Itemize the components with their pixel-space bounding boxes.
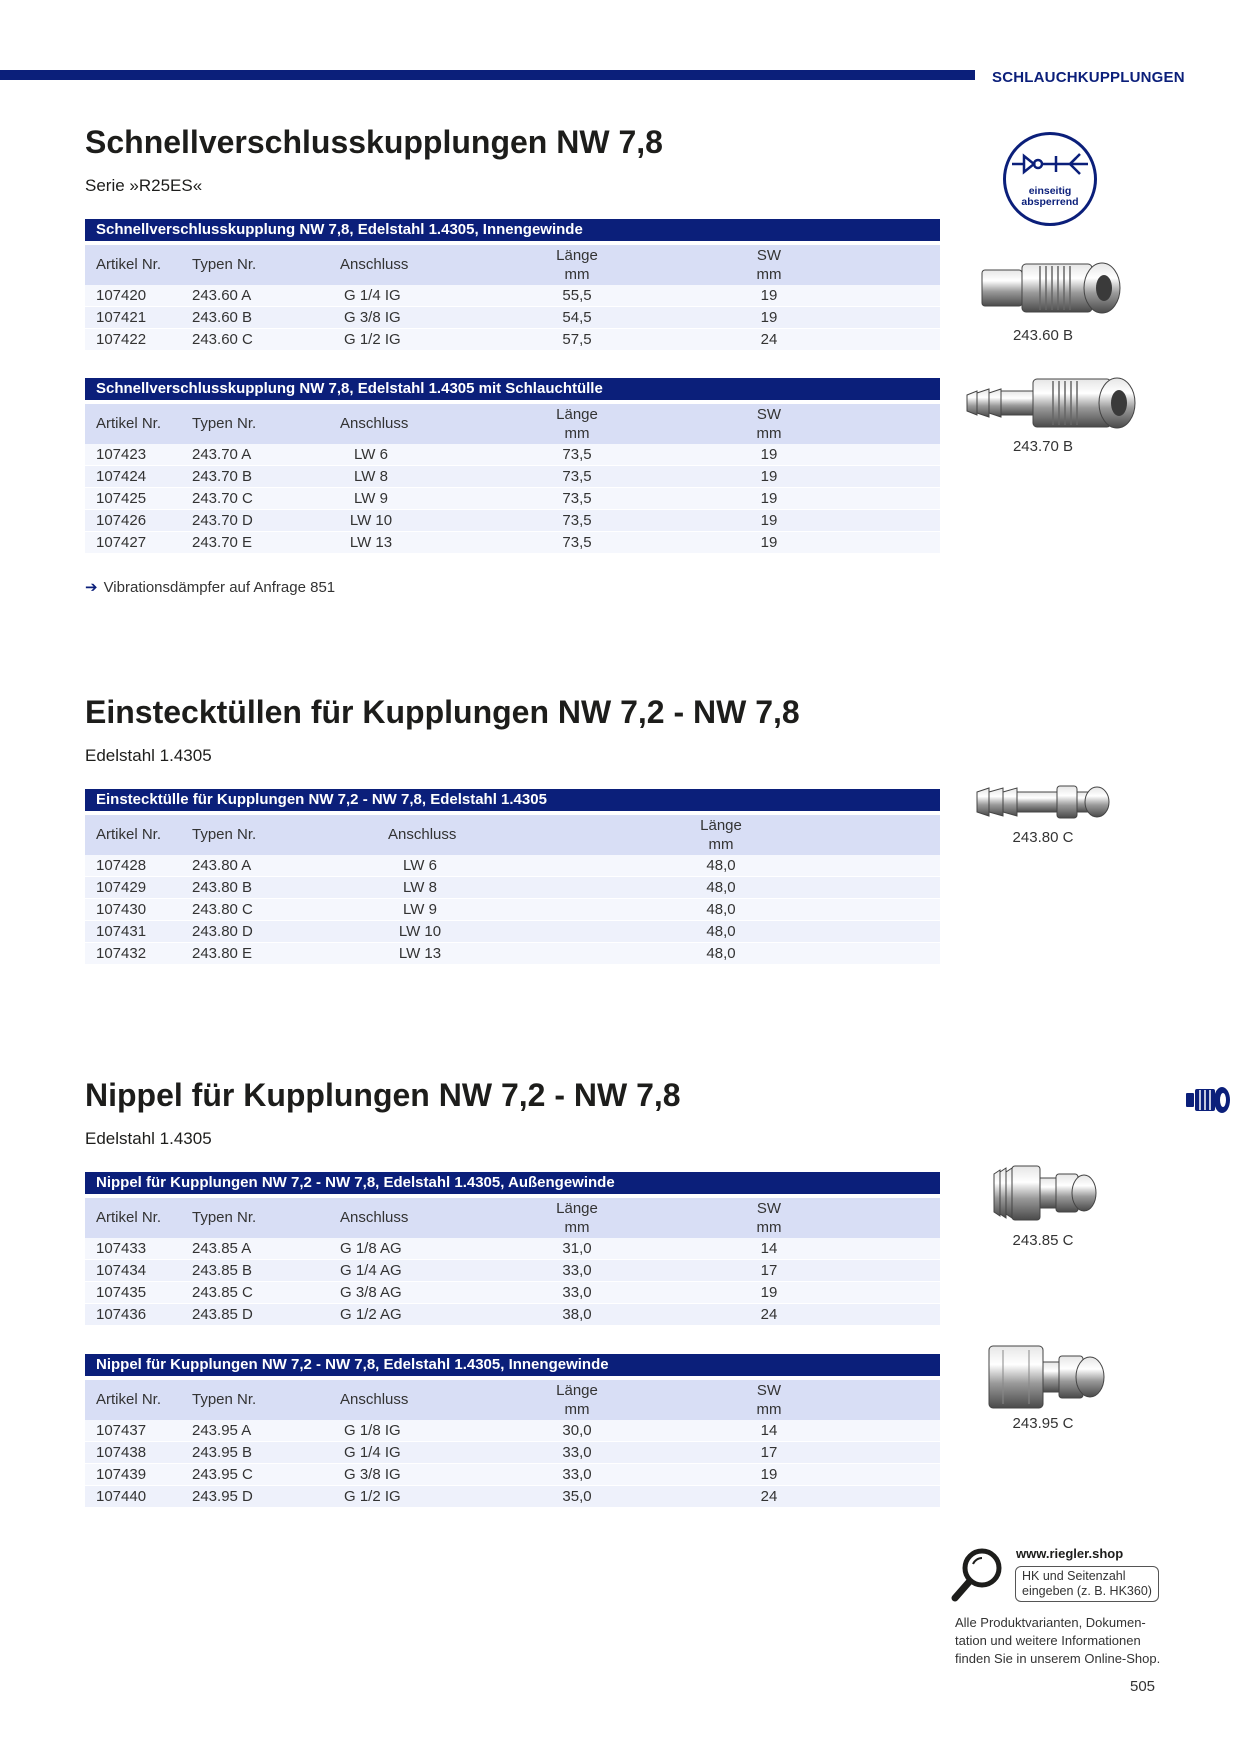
shop-url[interactable]: www.riegler.shop (1016, 1546, 1124, 1561)
table-header (85, 245, 940, 285)
col-sw-unit: mm (756, 1219, 782, 1236)
table-row: 107437 243.95 A G 1/8 IG 30,0 14 (85, 1420, 940, 1442)
col-artikel: Artikel Nr. (96, 256, 162, 273)
magnifier-icon (949, 1546, 1005, 1604)
table-header (85, 1198, 940, 1238)
shop-hint-box (1015, 1566, 1159, 1602)
col-anschluss: Anschluss (340, 1391, 409, 1408)
col-sw: SW (756, 406, 782, 423)
section-subtitle-1: Serie »R25ES« (85, 176, 203, 195)
col-laenge-unit: mm (564, 1401, 590, 1418)
table-row: 107428 243.80 A LW 6 48,0 (85, 855, 940, 877)
col-typen: Typen Nr. (192, 256, 257, 273)
table-plugs (85, 789, 940, 965)
table-row: 107430 243.80 C LW 9 48,0 (85, 899, 940, 921)
col-anschluss: Anschluss (340, 256, 409, 273)
col-laenge-unit: mm (564, 425, 590, 442)
col-laenge: Länge (556, 406, 598, 423)
col-artikel: Artikel Nr. (96, 1209, 162, 1226)
table-caption: Nippel für Kupplungen NW 7,2 - NW 7,8, Edelstahl 1.4305, Innengewinde (85, 1354, 940, 1376)
col-laenge: Länge (556, 247, 598, 264)
table-row: 107426 243.70 D LW 10 73,5 19 (85, 510, 940, 532)
plug-hose-barb-image (975, 782, 1115, 822)
coupling-tab-icon (1186, 1085, 1232, 1115)
table-couplings-female-thread (85, 219, 940, 351)
table-row: 107421 243.60 B G 3/8 IG 54,5 19 (85, 307, 940, 329)
badge-line1: einseitig (1028, 185, 1072, 197)
col-sw-unit: mm (756, 266, 782, 283)
section-subtitle-3: Edelstahl 1.4305 (85, 1129, 212, 1148)
col-artikel: Artikel Nr. (96, 826, 162, 843)
table-row: 107429 243.80 B LW 8 48,0 (85, 877, 940, 899)
product-caption: 243.85 C (1012, 1232, 1074, 1249)
product-caption: 243.95 C (1012, 1415, 1074, 1432)
col-laenge: Länge (556, 1382, 598, 1399)
table-row: 107425 243.70 C LW 9 73,5 19 (85, 488, 940, 510)
section-title-3: Nippel für Kupplungen NW 7,2 - NW 7,8 (85, 1077, 681, 1113)
table-nipples-female-thread (85, 1354, 940, 1508)
one-way-shutoff-badge (1003, 132, 1097, 226)
col-anschluss: Anschluss (340, 1209, 409, 1226)
note-text: Vibrationsdämpfer auf Anfrage 851 (103, 579, 336, 596)
col-laenge-unit: mm (708, 836, 734, 853)
product-caption: 243.80 C (1012, 829, 1074, 846)
arrow-right-icon: ➔ (85, 579, 98, 596)
badge-line2: absperrend (1021, 196, 1079, 208)
table-row: 107423 243.70 A LW 6 73,5 19 (85, 444, 940, 466)
page-number: 505 (1130, 1678, 1156, 1695)
table-body (85, 285, 940, 351)
table-row: 107432 243.80 E LW 13 48,0 (85, 943, 940, 965)
table-nipples-male-thread (85, 1172, 940, 1326)
table-couplings-hose-barb (85, 378, 940, 554)
table-body (85, 855, 940, 965)
table-row: 107436 243.85 D G 1/2 AG 38,0 24 (85, 1304, 940, 1326)
table-row: 107433 243.85 A G 1/8 AG 31,0 14 (85, 1238, 940, 1260)
nipple-male-thread-image (990, 1162, 1100, 1224)
col-sw-unit: mm (756, 1401, 782, 1418)
col-typen: Typen Nr. (192, 1209, 257, 1226)
table-caption: Nippel für Kupplungen NW 7,2 - NW 7,8, Edelstahl 1.4305, Außengewinde (85, 1172, 940, 1194)
section-title-1: Schnellverschlusskupplungen NW 7,8 (85, 124, 663, 160)
table-header (85, 404, 940, 444)
shutoff-symbol-icon (1010, 149, 1090, 179)
product-caption: 243.60 B (1012, 327, 1074, 344)
coupling-female-thread-image (980, 258, 1125, 318)
col-typen: Typen Nr. (192, 826, 257, 843)
col-anschluss: Anschluss (340, 415, 409, 432)
table-body (85, 444, 940, 554)
table-caption: Schnellverschlusskupplung NW 7,8, Edelstahl 1.4305 mit Schlauchtülle (85, 378, 940, 400)
table-row: 107420 243.60 A G 1/4 IG 55,5 19 (85, 285, 940, 307)
note (85, 578, 335, 596)
table-row: 107434 243.85 B G 1/4 AG 33,0 17 (85, 1260, 940, 1282)
col-typen: Typen Nr. (192, 415, 257, 432)
table-row: 107440 243.95 D G 1/2 IG 35,0 24 (85, 1486, 940, 1508)
col-laenge-unit: mm (564, 266, 590, 283)
product-caption: 243.70 B (1012, 438, 1074, 455)
col-sw-unit: mm (756, 425, 782, 442)
coupling-hose-barb-image (965, 373, 1140, 433)
table-caption: Einstecktülle für Kupplungen NW 7,2 - NW 7,8, Edelstahl 1.4305 (85, 789, 940, 811)
top-rule (0, 70, 975, 80)
col-artikel: Artikel Nr. (96, 1391, 162, 1408)
col-sw: SW (756, 1382, 782, 1399)
col-typen: Typen Nr. (192, 1391, 257, 1408)
table-header (85, 1380, 940, 1420)
col-sw: SW (756, 247, 782, 264)
col-laenge-unit: mm (564, 1219, 590, 1236)
shop-hint-line2: eingeben (z. B. HK360) (1022, 1584, 1152, 1598)
table-header (85, 815, 940, 855)
col-sw: SW (756, 1200, 782, 1217)
shop-info-text: Alle Produktvarianten, Dokumen- tation und weitere Informationen finden Sie in unserem Online-Shop. (955, 1615, 1161, 1666)
nipple-female-thread-image (985, 1342, 1110, 1412)
table-body (85, 1420, 940, 1508)
table-caption: Schnellverschlusskupplung NW 7,8, Edelstahl 1.4305, Innengewinde (85, 219, 940, 241)
table-row: 107438 243.95 B G 1/4 IG 33,0 17 (85, 1442, 940, 1464)
col-artikel: Artikel Nr. (96, 415, 162, 432)
section-subtitle-2: Edelstahl 1.4305 (85, 746, 212, 765)
table-row: 107424 243.70 B LW 8 73,5 19 (85, 466, 940, 488)
table-row: 107431 243.80 D LW 10 48,0 (85, 921, 940, 943)
col-anschluss: Anschluss (388, 826, 457, 843)
col-laenge: Länge (556, 1200, 598, 1217)
shop-hint-line1: HK und Seitenzahl (1022, 1569, 1126, 1583)
table-row: 107427 243.70 E LW 13 73,5 19 (85, 532, 940, 554)
table-row: 107439 243.95 C G 3/8 IG 33,0 19 (85, 1464, 940, 1486)
table-body (85, 1238, 940, 1326)
col-laenge: Länge (700, 817, 742, 834)
table-row: 107422 243.60 C G 1/2 IG 57,5 24 (85, 329, 940, 351)
section-title-2: Einstecktüllen für Kupplungen NW 7,2 - NW 7,8 (85, 694, 800, 730)
category-label: SCHLAUCHKUPPLUNGEN (992, 69, 1185, 86)
table-row: 107435 243.85 C G 3/8 AG 33,0 19 (85, 1282, 940, 1304)
